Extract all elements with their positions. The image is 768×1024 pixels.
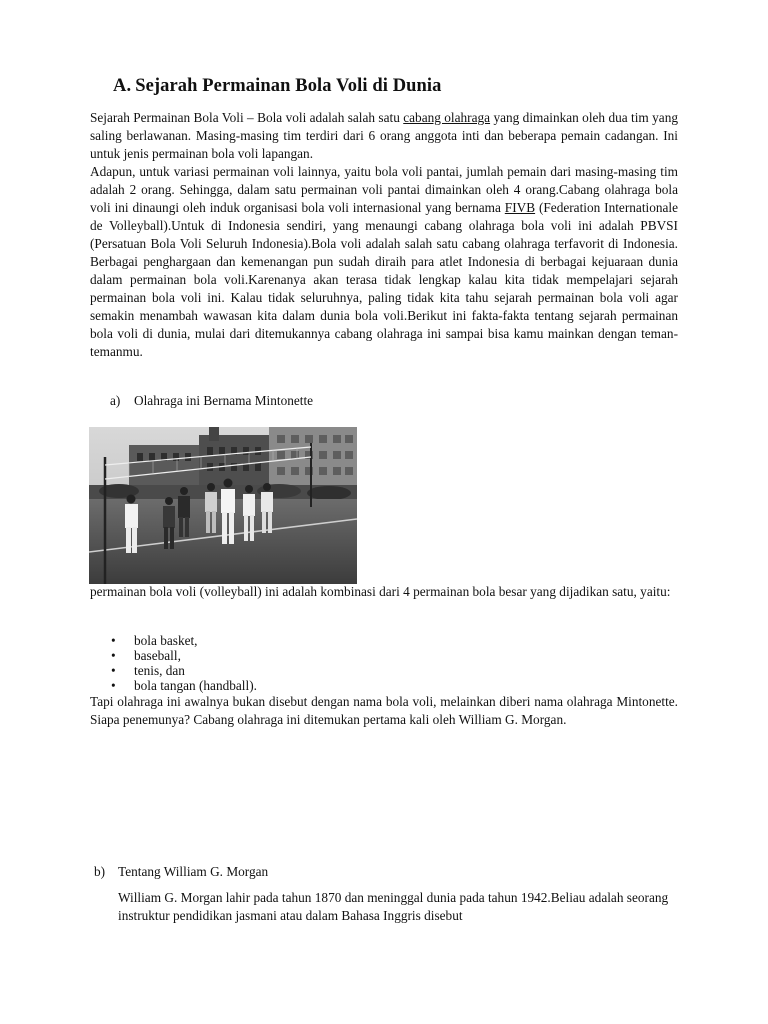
section-number: A.	[113, 76, 132, 96]
list-item	[90, 633, 257, 648]
bullet-icon: •	[111, 648, 116, 663]
mintonette-paragraph: Tapi olahraga ini awalnya bukan disebut dengan nama bola voli, melainkan diberi nama olahraga Mintonette. Siapa penemunya? Cabang olahraga ini ditemukan pertama kali oleh William G. Morgan.	[90, 694, 678, 727]
subheading-a-text: Olahraga ini Bernama Mintonette	[134, 393, 314, 408]
list-item-text: baseball,	[134, 648, 181, 663]
subheading-b	[94, 863, 268, 881]
sports-list	[90, 633, 257, 693]
bullet-icon: •	[111, 678, 116, 693]
section-heading	[113, 76, 442, 97]
bullet-icon: •	[111, 663, 116, 678]
history-paragraph	[90, 163, 678, 361]
history-text-end: (Federation Internationale de Volleyball).Untuk di Indonesia sendiri, yang menaungi cabang olahraga bola voli ini adalah PBVSI (Persatuan Bola Voli Seluruh Indonesia).Bola voli adalah salah satu cabang olahraga terfavorit di Indonesia. Berbagai penghargaan dan kemenangan pun sudah diraih para atlet Indonesia di berbagai kejuaraan dunia dalam permainan bola voli.Karenanya akan terasa tidak lengkap kalau kita tidak mempelajari sejarah permainan bola voli ini. Kalau tidak seluruhnya, paling tidak kita tahu sejarah permainan bola voli agar semakin menambah wawasan kita dalam dunia bola voli.Berikut ini fakta-fakta tentang sejarah permainan bola voli di dunia, mulai dari ditemukannya cabang olahraga ini sampai bisa kamu mainkan dengan teman-temanmu.	[90, 200, 678, 359]
history-text-start: Adapun, untuk variasi permainan voli lainnya, yaitu bola voli pantai, jumlah pemain dari masing-masing tim adalah 2 orang. Sehingga, dalam satu permainan voli pantai dimainkan oleh 4 orang.Cabang olahraga bola voli ini dinaungi oleh induk organisasi bola voli internasional yang bernama	[90, 164, 678, 215]
bullet-icon: •	[111, 633, 116, 648]
combination-paragraph: permainan bola voli (volleyball) ini adalah kombinasi dari 4 permainan bola besar yang dijadikan satu, yaitu:	[90, 584, 671, 599]
subheading-b-marker: b)	[94, 864, 106, 879]
list-item-text: bola tangan (handball).	[134, 678, 257, 693]
list-item	[90, 678, 257, 693]
subheading-a	[110, 392, 313, 410]
subheading-a-marker: a)	[110, 393, 121, 408]
intro-text-start: Sejarah Permainan Bola Voli – Bola voli adalah salah satu	[90, 110, 404, 125]
section-title: Sejarah Permainan Bola Voli di Dunia	[135, 76, 442, 96]
list-item	[90, 648, 257, 663]
list-item	[90, 663, 257, 678]
list-item-text: tenis, dan	[134, 663, 185, 678]
intro-text-end: yang dimainkan oleh dua tim yang saling berlawanan. Masing-masing tim terdiri dari 6 orang anggota inti dan beberapa pemain cadangan. Ini untuk jenis permainan bola voli lapangan.	[90, 110, 679, 161]
morgan-paragraph: William G. Morgan lahir pada tahun 1870 dan meninggal dunia pada tahun 1942.Beliau adalah seorang instruktur pendidikan jasmani atau dalam Bahasa Inggris disebut	[118, 890, 669, 923]
list-item-text: bola basket,	[134, 633, 198, 648]
volleyball-photo	[89, 427, 357, 584]
subheading-b-text: Tentang William G. Morgan	[118, 864, 269, 879]
fivb-link[interactable]: FIVB	[504, 200, 536, 215]
cabang-olahraga-link[interactable]: cabang olahraga	[403, 110, 491, 125]
intro-paragraph	[90, 109, 678, 163]
